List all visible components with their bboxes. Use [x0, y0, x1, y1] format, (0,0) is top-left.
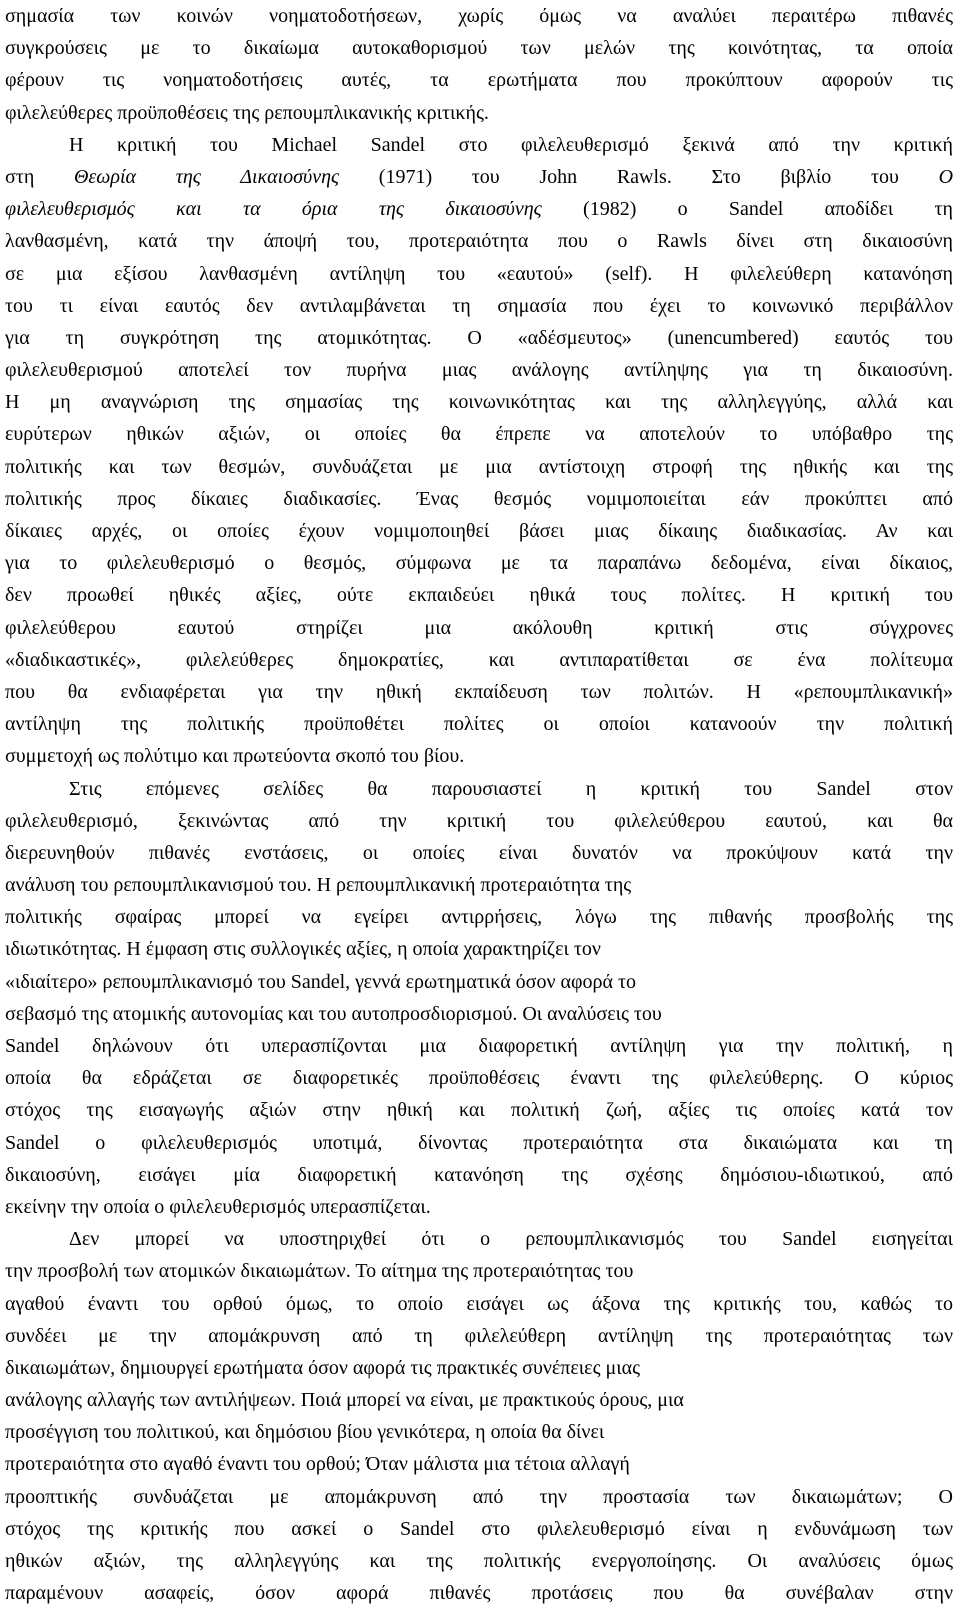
- text-line: Στις επόμενες σελίδες θα παρουσιαστεί η κριτική του Sandel στον: [69, 777, 953, 800]
- text-line: [5, 161, 953, 193]
- text-line: για το φιλελευθερισμό ο θεσμός, σύμφωνα με τα παραπάνω δεδομένα, είναι δίκαιος,: [5, 552, 953, 575]
- text-run: (1982) ο Sandel αποδίδει τη: [541, 198, 953, 221]
- text-line: που θα ενδιαφέρεται για την ηθική εκπαίδευση των πολιτών. Η «ρεπουμπλικανική»: [5, 680, 953, 703]
- text-line: στόχος της κριτικής που ασκεί ο Sandel στο φιλελευθερισμό είναι η ενδυνάμωση των: [5, 1517, 953, 1540]
- text-line: φιλελεύθερου εαυτού στηρίζει μια ακόλουθη κριτική στις σύγχρονες: [5, 616, 953, 639]
- text-line: δικαιοσύνη, εισάγει μία διαφορετική κατανόηση της σχέσης δημόσιου-ιδιωτικού, από: [5, 1163, 953, 1186]
- italic-title: Θεωρία της Δικαιοσύνης: [73, 165, 340, 188]
- text-line: φιλελεύθερες προϋποθέσεις της ρεπουμπλικανικής κριτικής.: [5, 101, 489, 124]
- text-line: Η μη αναγνώριση της σημασίας της κοινωνικότητας και της αλληλεγγύης, αλλά και: [5, 391, 953, 414]
- text-line: συμμετοχή ως πολύτιμο και πρωτεύοντα σκοπό του βίου.: [5, 745, 465, 768]
- text-line: Η κριτική του Michael Sandel στο φιλελευθερισμό ξεκινά από την κριτική: [69, 133, 953, 156]
- text-line: πολιτικής και των θεσμών, συνδυάζεται με μια αντίστοιχη στροφή της ηθικής και της: [5, 455, 953, 478]
- text-line: ανάλυση του ρεπουμπλικανισμού του. Η ρεπουμπλικανική προτεραιότητα της: [5, 874, 632, 897]
- text-line: την προσβολή των ατομικών δικαιωμάτων. Το αίτημα της προτεραιότητας του: [5, 1260, 634, 1283]
- text-line: «διαδικαστικές», φιλελεύθερες δημοκρατίες, και αντιπαρατίθεται σε ένα πολίτευμα: [5, 648, 953, 671]
- text-line: σεβασμό της ατομικής αυτονομίας και του αυτοπροσδιορισμού. Οι αναλύσεις του: [5, 1002, 662, 1025]
- text-line: στόχος της εισαγωγής αξιών στην ηθική και πολιτική ζωή, αξίες τις οποίες κατά τον: [5, 1099, 953, 1122]
- italic-title: φιλελευθερισμός και τα όρια της δικαιοσύνης: [5, 198, 542, 221]
- text-line: ευρύτερων ηθικών αξιών, οι οποίες θα έπρεπε να αποτελούν το υπόβαθρο της: [5, 423, 953, 446]
- text-line: προοπτικής συνδυάζεται με απομάκρυνση από την προστασία των δικαιωμάτων; Ο: [5, 1485, 953, 1508]
- text-line: δίκαιες αρχές, οι οποίες έχουν νομιμοποιηθεί βάσει μιας δίκαιης διαδικασίας. Αν και: [5, 520, 953, 542]
- text-line: συγκρούσεις με το δικαίωμα αυτοκαθορισμού των μελών της κοινότητας, τα οποία: [5, 37, 953, 60]
- text-line: προσέγγιση του πολιτικού, και δημόσιου βίου γενικότερα, η οποία θα δίνει: [5, 1421, 605, 1444]
- text-line: «ιδιαίτερο» ρεπουμπλικανισμό του Sandel, γεννά ερωτηματικά όσον αφορά το: [5, 970, 637, 993]
- text-line: για τη συγκρότηση της ατομικότητας. Ο «αδέσμευτος» (unencumbered) εαυτός του: [5, 326, 953, 349]
- text-line: πολιτικής σφαίρας μπορεί να εγείρει αντιρρήσεις, λόγω της πιθανής προσβολής της: [5, 906, 953, 929]
- text-line: ανάλογης αλλαγής των αντιλήψεων. Ποιά μπορεί να είναι, με πρακτικούς όρους, μια: [5, 1389, 684, 1412]
- document-page: [5, 0, 953, 1609]
- text-line: φέρουν τις νοηματοδοτήσεις αυτές, τα ερωτήματα που προκύπτουν αφορούν τις: [5, 69, 953, 92]
- text-line: φιλελευθερισμού αποτελεί τον πυρήνα μιας ανάλογης αντίληψης για τη δικαιοσύνη.: [5, 359, 953, 382]
- text-line: Δεν μπορεί να υποστηριχθεί ότι ο ρεπουμπλικανισμός του Sandel εισηγείται: [69, 1228, 953, 1251]
- text-line: δεν προωθεί ηθικές αξίες, ούτε εκπαιδεύει ηθικά τους πολίτες. Η κριτική του: [5, 584, 953, 607]
- text-line: φιλελευθερισμό, ξεκινώντας από την κριτική του φιλελεύθερου εαυτού, και θα: [5, 809, 953, 832]
- text-run: (1971) του John Rawls. Στο βιβλίο του: [339, 165, 939, 188]
- text-line: συνδέει με την απομάκρυνση από τη φιλελεύθερη αντίληψη της προτεραιότητας των: [5, 1324, 953, 1347]
- text-line: πολιτικής προς δίκαιες διαδικασίες. Ένας θεσμός νομιμοποιείται εάν προκύπτει από: [5, 487, 953, 510]
- text-line: εκείνην την οποία ο φιλελευθερισμός υπερασπίζεται.: [5, 1195, 431, 1218]
- text-line: προτεραιότητα στο αγαθό έναντι του ορθού; Όταν μάλιστα μια τέτοια αλλαγή: [5, 1453, 630, 1476]
- text-line: Sandel ο φιλελευθερισμός υποτιμά, δίνοντας προτεραιότητα στα δικαιώματα και τη: [5, 1131, 953, 1154]
- text-line: αντίληψη της πολιτικής προϋποθέτει πολίτες οι οποίοι κατανοούν την πολιτική: [5, 713, 953, 736]
- text-line: [5, 193, 953, 225]
- text-line: οποία θα εδράζεται σε διαφορετικές προϋποθέσεις έναντι της φιλελεύθερης. Ο κύριος: [5, 1067, 953, 1090]
- text-line: διερευνηθούν πιθανές ενστάσεις, οι οποίες είναι δυνατόν να προκύψουν κατά την: [5, 841, 953, 864]
- text-line: παραμένουν ασαφείς, όσον αφορά πιθανές προτάσεις που θα συνέβαλαν στην: [5, 1582, 953, 1605]
- text-line: ηθικών αξιών, της αλληλεγγύης και της πολιτικής ενεργοποίησης. Οι αναλύσεις όμως: [5, 1550, 953, 1572]
- italic-title: Ο: [938, 165, 954, 188]
- text-line: του τι είναι εαυτός δεν αντιλαμβάνεται τη σημασία που έχει το κοινωνικό περιβάλλον: [5, 294, 953, 317]
- text-run: στη: [5, 165, 74, 188]
- text-line: δικαιωμάτων, δημιουργεί ερωτήματα όσον αφορά τις πρακτικές συνέπειες μιας: [5, 1356, 640, 1379]
- text-line: λανθασμένη, κατά την άποψή του, προτεραιότητα που ο Rawls δίνει στη δικαιοσύνη: [5, 230, 953, 253]
- text-line: Sandel δηλώνουν ότι υπερασπίζονται μια διαφορετική αντίληψη για την πολιτική, η: [5, 1035, 953, 1057]
- text-line: σημασία των κοινών νοηματοδοτήσεων, χωρίς όμως να αναλύει περαιτέρω πιθανές: [5, 5, 953, 27]
- text-line: σε μια εξίσου λανθασμένη αντίληψη του «εαυτού» (self). Η φιλελεύθερη κατανόηση: [5, 262, 953, 285]
- text-line: ιδιωτικότητας. Η έμφαση στις συλλογικές αξίες, η οποία χαρακτηρίζει τον: [5, 938, 601, 961]
- text-line: αγαθού έναντι του ορθού όμως, το οποίο εισάγει ως άξονα της κριτικής του, καθώς το: [5, 1292, 953, 1315]
